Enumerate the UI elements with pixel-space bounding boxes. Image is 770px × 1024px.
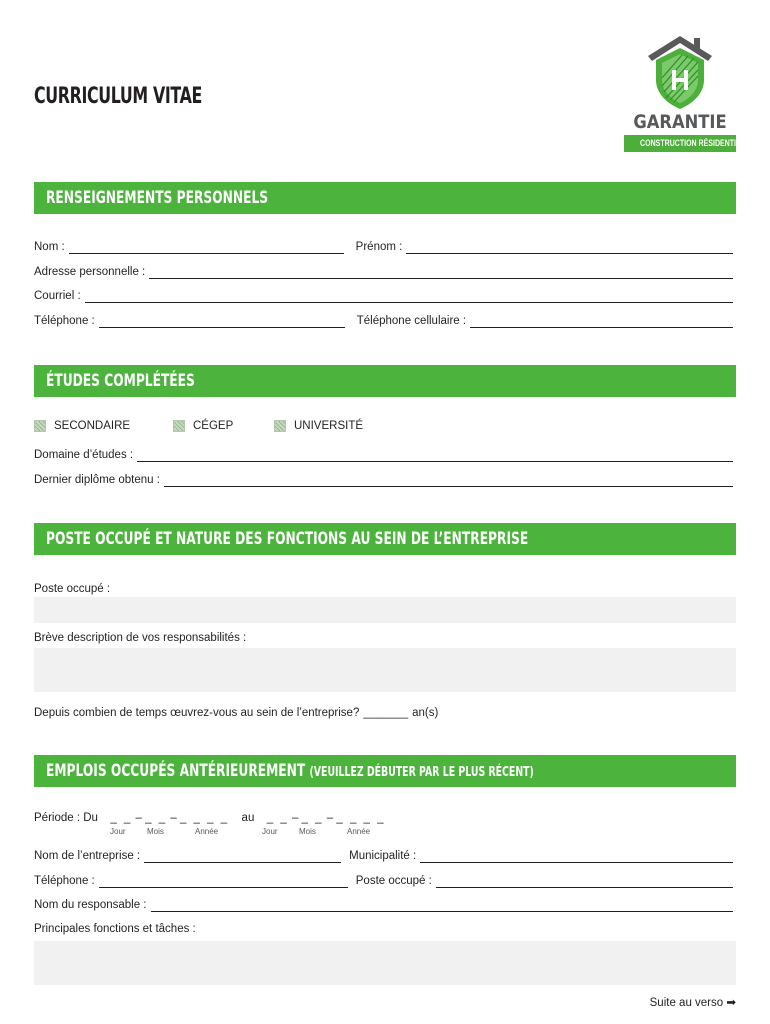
hint-annee: Année xyxy=(195,827,219,836)
checkbox[interactable] xyxy=(274,420,286,432)
label-description: Brève description de vos responsabilités : xyxy=(34,632,247,644)
row-adresse xyxy=(34,263,733,279)
hint-mois: Mois xyxy=(299,827,316,836)
row-responsable xyxy=(34,896,733,912)
section-header-personal xyxy=(34,182,736,214)
field-to-year[interactable]: _ _ _ _ xyxy=(336,812,386,824)
row-domaine xyxy=(34,446,733,462)
row-fonctions-label xyxy=(34,920,733,936)
field-prev-telephone[interactable] xyxy=(99,877,348,888)
field-courriel[interactable] xyxy=(85,292,733,303)
row-description-label xyxy=(34,629,733,645)
label-adresse: Adresse personnelle : xyxy=(34,266,146,278)
label-periode: Période : Du xyxy=(34,812,98,824)
document-title: CURRICULUM VITAE xyxy=(34,84,202,109)
field-prenom[interactable] xyxy=(406,243,733,254)
label-prev-telephone: Téléphone : xyxy=(34,875,95,887)
field-telephone[interactable] xyxy=(99,317,345,328)
footer-continue xyxy=(650,995,736,1009)
checkbox[interactable] xyxy=(173,420,185,432)
option-label: SECONDAIRE xyxy=(54,420,131,432)
separator: – xyxy=(291,812,299,824)
label-duree-unit: an(s) xyxy=(412,707,439,719)
field-diplome[interactable] xyxy=(164,476,733,487)
label-municipalite: Municipalité : xyxy=(349,850,417,862)
option-universite[interactable] xyxy=(274,420,363,432)
field-prev-poste[interactable] xyxy=(436,877,733,888)
field-fonctions[interactable] xyxy=(34,941,736,985)
garantie-logo xyxy=(624,34,754,154)
label-au: au xyxy=(241,812,255,824)
row-duree xyxy=(34,704,733,720)
field-to-day[interactable]: _ _ xyxy=(266,812,289,824)
logo-tagline xyxy=(624,135,754,152)
field-adresse[interactable] xyxy=(149,268,733,279)
field-description[interactable] xyxy=(34,648,736,692)
option-secondaire[interactable] xyxy=(34,420,130,432)
label-duree: Depuis combien de temps œuvrez-vous au sein de l’entreprise? xyxy=(34,707,360,719)
section-header-previous xyxy=(34,755,736,787)
row-periode xyxy=(34,812,386,824)
row-prev-telephone xyxy=(34,872,733,888)
hint-jour: Jour xyxy=(110,827,126,836)
field-responsable[interactable] xyxy=(151,901,733,912)
label-domaine: Domaine d’études : xyxy=(34,449,134,461)
label-poste: Poste occupé : xyxy=(34,583,111,595)
option-label: CÉGEP xyxy=(193,420,234,432)
row-poste-label xyxy=(34,580,733,596)
section-title: ÉTUDES COMPLÉTÉES xyxy=(46,371,195,391)
label-fonctions: Principales fonctions et tâches : xyxy=(34,923,196,935)
house-shield-icon xyxy=(644,34,716,110)
field-duree[interactable]: _______ xyxy=(363,707,409,719)
field-to-month[interactable]: _ _ xyxy=(301,812,324,824)
label-cellulaire: Téléphone cellulaire : xyxy=(356,315,467,327)
label-nom: Nom : xyxy=(34,241,65,253)
hint-mois: Mois xyxy=(147,827,164,836)
checkbox[interactable] xyxy=(34,420,46,432)
section-header-education xyxy=(34,365,736,397)
field-from-year[interactable]: _ _ _ _ xyxy=(179,812,230,824)
separator: – xyxy=(326,812,334,824)
option-label: UNIVERSITÉ xyxy=(294,420,364,432)
label-prenom: Prénom : xyxy=(355,241,403,253)
section-title: RENSEIGNEMENTS PERSONNELS xyxy=(46,188,269,208)
label-entreprise: Nom de l’entreprise : xyxy=(34,850,141,862)
logo-tagline-text: CONSTRUCTION RÉSIDENTIELLE xyxy=(640,138,754,148)
section-header-position xyxy=(34,523,736,555)
arrow-right-icon: ➡ xyxy=(726,997,736,1009)
field-nom[interactable] xyxy=(69,243,344,254)
label-diplome: Dernier diplôme obtenu : xyxy=(34,474,160,486)
separator: – xyxy=(170,812,177,824)
row-entreprise xyxy=(34,847,733,863)
separator: – xyxy=(135,812,142,824)
row-courriel xyxy=(34,287,733,303)
section-note: (VEUILLEZ DÉBUTER PAR LE PLUS RÉCENT) xyxy=(309,765,534,780)
hint-jour: Jour xyxy=(262,827,278,836)
field-from-day[interactable]: _ _ xyxy=(110,812,133,824)
section-title: POSTE OCCUPÉ ET NATURE DES FONCTIONS AU SEIN DE L’ENTREPRISE xyxy=(46,529,529,549)
field-from-month[interactable]: _ _ xyxy=(145,812,168,824)
logo-wordmark: GARANTIE xyxy=(633,111,727,133)
label-prev-poste: Poste occupé : xyxy=(355,875,432,887)
row-telephones xyxy=(34,312,733,328)
label-courriel: Courriel : xyxy=(34,290,81,302)
option-cegep[interactable] xyxy=(173,420,233,432)
field-cellulaire[interactable] xyxy=(470,317,733,328)
row-diplome xyxy=(34,471,733,487)
field-poste[interactable] xyxy=(34,597,736,623)
row-nom-prenom xyxy=(34,238,733,254)
field-municipalite[interactable] xyxy=(420,852,733,863)
footer-label: Suite au verso xyxy=(649,997,724,1009)
label-telephone: Téléphone : xyxy=(34,315,95,327)
label-responsable: Nom du responsable : xyxy=(34,899,147,911)
section-title: EMPLOIS OCCUPÉS ANTÉRIEUREMENT xyxy=(46,761,306,781)
hint-annee: Année xyxy=(347,827,371,836)
field-entreprise[interactable] xyxy=(144,852,341,863)
field-domaine[interactable] xyxy=(137,451,733,462)
